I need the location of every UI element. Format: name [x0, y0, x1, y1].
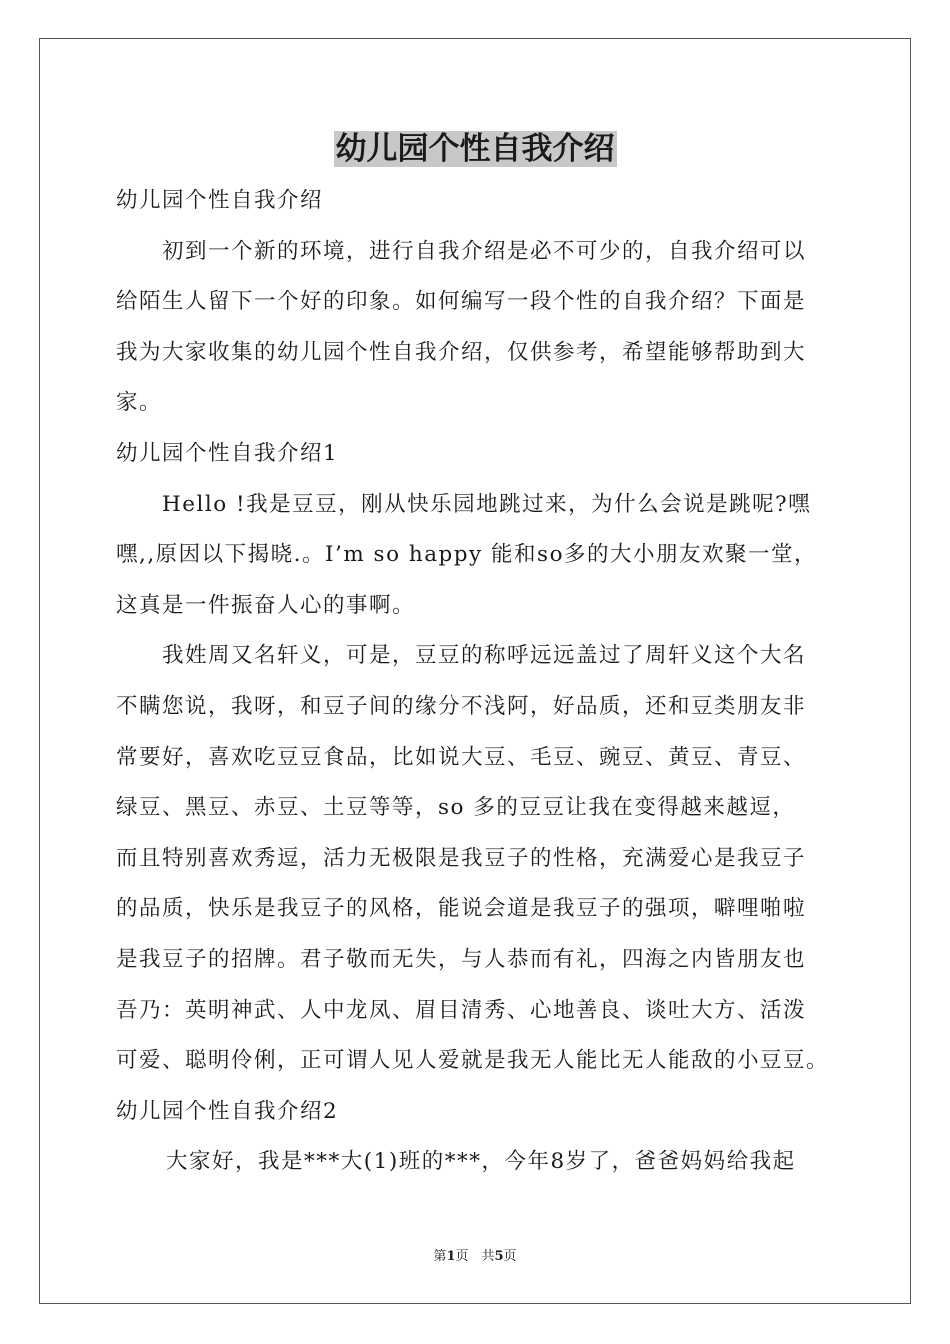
- page-current: 1: [446, 1249, 456, 1264]
- paragraph-line: 初到一个新的环境，进行自我介绍是必不可少的，自我介绍可以: [162, 238, 807, 264]
- paragraph-line: 绿豆、黑豆、赤豆、土豆等等，so 多的豆豆让我在变得越来越逗，: [116, 795, 796, 821]
- section-heading: 幼儿园个性自我介绍2: [116, 1098, 339, 1124]
- paragraph-line: 家。: [116, 390, 163, 416]
- paragraph-line: 这真是一件振奋人心的事啊。: [116, 592, 416, 618]
- section-heading: 幼儿园个性自我介绍: [116, 188, 324, 213]
- document-title-text: 幼儿园个性自我介绍: [335, 131, 615, 167]
- page-footer: [0, 1248, 950, 1266]
- paragraph-line: 我姓周又名轩义，可是，豆豆的称呼远远盖过了周轩义这个大名: [162, 643, 807, 669]
- paragraph-line: 吾乃：英明神武、人中龙凤、眉目清秀、心地善良、谈吐大方、活泼: [116, 997, 807, 1023]
- paragraph-line: 我为大家收集的幼儿园个性自我介绍，仅供参考，希望能够帮助到大: [116, 339, 807, 365]
- page-total: 5: [494, 1249, 504, 1264]
- paragraph-line: 可爱、聪明伶俐，正可谓人见人爱就是我无人能比无人能敌的小豆豆。: [116, 1048, 830, 1074]
- section-heading: 幼儿园个性自我介绍1: [116, 440, 339, 466]
- document-title: [0, 128, 950, 170]
- paragraph-line: 的品质，快乐是我豆子的风格，能说会道是我豆子的强项，噼哩啪啦: [116, 896, 807, 922]
- document-body: [116, 176, 838, 1188]
- paragraph-line: 而且特别喜欢秀逗，活力无极限是我豆子的性格，充满爱心是我豆子: [116, 845, 807, 871]
- paragraph-line: Hello !我是豆豆，刚从快乐园地跳过来，为什么会说是跳呢?嘿: [162, 491, 812, 517]
- paragraph-line: 不瞒您说，我呀，和豆子间的缘分不浅阿，好品质，还和豆类朋友非: [116, 693, 807, 719]
- paragraph-line: 是我豆子的招牌。君子敬而无失，与人恭而有礼，四海之内皆朋友也: [116, 946, 807, 972]
- paragraph-line: 常要好，喜欢吃豆豆食品，比如说大豆、毛豆、豌豆、黄豆、青豆、: [116, 744, 807, 770]
- page-label-mid: 页 共: [455, 1249, 495, 1264]
- paragraph-line: 给陌生人留下一个好的印象。如何编写一段个性的自我介绍？下面是: [116, 289, 807, 315]
- paragraph-line: 大家好，我是***大(1)班的***，今年8岁了，爸爸妈妈给我起: [166, 1149, 796, 1175]
- page-label-prefix: 第: [433, 1249, 447, 1264]
- page-label-suffix: 页: [503, 1249, 517, 1264]
- paragraph-line: 嘿,,原因以下揭晓.。I’m so happy 能和so多的大小朋友欢聚一堂，: [116, 542, 818, 568]
